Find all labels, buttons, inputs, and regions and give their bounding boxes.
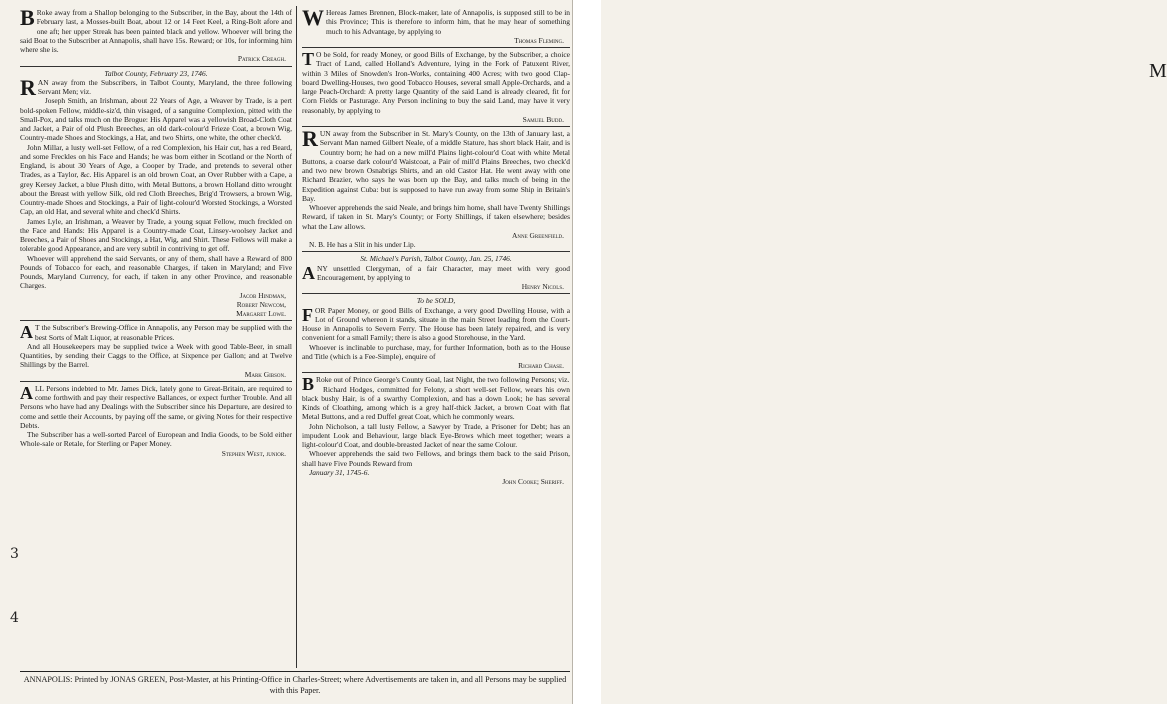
ad-paragraph: And all Housekeepers may be supplied twice a Week with good Table-Beer, in small Quantities, by sending their Caggs to the Office, at Sixpence per Gallon; and at Twelve Shillings by the Barrel. xyxy=(20,341,292,370)
divider xyxy=(302,47,570,48)
ad-paragraph: Whoever is inclinable to purchase, may, for further Information, both as to the House and Title (which is a Fee-Simple), enquire of xyxy=(302,342,570,361)
ad-body: Roke away from a Shallop belonging to the Subscriber, in the Bay, about the 14th of February last, a Mosses-built Boat, about 12 or 14 Feet Keel, a Ring-Bolt afore and one aft; her upper Streak has been painted black and yellow. Whoever will bring the said Boat to the Subscriber at Annapolis, shall have 15s. Reward; or 10s, for informing him where she is. xyxy=(20,8,292,54)
ad-signature: Patrick Creagh. xyxy=(237,54,286,64)
ad-james-brennen xyxy=(302,5,570,45)
drop-cap: B xyxy=(20,5,35,30)
divider xyxy=(302,126,570,127)
drop-cap: A xyxy=(20,322,33,343)
divider xyxy=(302,372,570,373)
ad-body: Hereas James Brennen, Block-maker, late of Annapolis, is supposed still to be in this Province; This is therefore to inform him, that he may hear of something much to his Advantage, by applying to xyxy=(326,8,570,36)
ad-heading: To be SOLD, xyxy=(416,296,456,306)
ad-paragraph: OR Paper Money, or good Bills of Exchange, a very good Dwelling House, with a Lot of Ground whereon it stands, situate in the main Street leading from the Court-House in Annapolis to Severn Ferry. The House has been lately repaired, and is very convenient for a small Family; there is also a good Storehouse, in the Yard. xyxy=(302,305,570,343)
ad-body: O be Sold, for ready Money, or good Bills of Exchange, by the Subscriber, a choice Tract of Land, called Holland's Adventure, lying in the Fork of Patuxent River, within 3 Miles of Snowden's Iron-Works, containing 400 Acres; with two good Clap-board Dwelling-Houses, two good Tobacco Houses, several small Apple-Orchards, and a large Peach-Orchard: A pretty large Quantity of the said Land is already cleared, fit for Corn Fields or Pasturage. Any Person inclining to buy the said Land, may have it very reasonably, by applying to xyxy=(302,50,570,115)
margin-mark: 3 xyxy=(10,546,19,562)
ad-paragraph: James Lyle, an Irishman, a Weaver by Trade, a young squat Fellow, much freckled on the Face and Hands: His Apparel is a Country-made Coat, Linsey-woolsey Jacket and Breeches, a Pair of Shoes and Stockings, a Hat, Wig, and Shirt. These Fellows will make a tolerable good Appearance, and are very subtil in contriving to get off. xyxy=(20,216,292,254)
ad-signature: Samuel Budd. xyxy=(522,114,564,124)
ad-intro: AN away from the Subscribers, in Talbot County, Maryland, the three following Servant Men; viz. xyxy=(37,77,292,96)
ad-paragraph: John Millar, a lusty well-set Fellow, of a red Complexion, his Hair cut, has a red Beard, and some Freckles on his Face and Hands; he was born either in Scotland or the North of England, is about 30 Years of Age, a Cooper by Trade, and pretends to several other Trades, as a Taylor, &c. His Apparel is an old brown Coat, an Over Rubber with a Cape, a grey Kersey Jacket, a blue Plush ditto, with Metal Buttons, a brown Holland ditto wrought about the Breast with yellow Silk, old red Cloth Breeches, Brig'd Trowsers, a brown Wig, Country-made Shoes and Stockings, a Pair of light-colour'd Worsted Stockings, a Worsted Cap, an old Hat, and several white and check'd Shirts. xyxy=(20,142,292,217)
drop-cap: F xyxy=(302,304,313,325)
ad-signature: Richard Chase. xyxy=(518,361,564,370)
ad-paragraph: UN away from the Subscriber in St. Mary's County, on the 13th of January last, a Servant Man named Gilbert Neale, of a middle Stature, has short black Hair, and is Country born; he had on a new mill'd Plains light-colour'd Coat with white Metal Buttons, a coarse dark colour'd Waistcoat, a Pair of mill'd Plains Breeches, two check'd and two new brown Osnabrigs Shirts, and an old Castor Hat. He went away with one Richard Brazier, who says he was born up the Bay, and talks much of being in the Expedition against Cuba: but is supposed to have run away from some Ship in Britain's Bay. xyxy=(302,129,570,203)
ad-land-for-sale xyxy=(302,50,570,124)
ad-signature: John Cooke; Sheriff. xyxy=(502,477,564,486)
imprint-footer: ANNAPOLIS: Printed by JONAS GREEN, Post-Master, at his Printing-Office in Charles-Street; where Advertisements are taken in, and all Persons may be supplied with this Paper. xyxy=(20,671,570,696)
ad-signature: Thomas Fleming. xyxy=(514,35,564,45)
ad-paragraph: Whoever apprehends the said two Fellows, and brings them back to the said Prison, shall have Five Pounds Reward from xyxy=(302,449,570,468)
ad-signature: Henry Nicols. xyxy=(521,282,564,291)
ad-runaway-servants xyxy=(20,69,292,319)
ad-james-dick-debts xyxy=(20,384,292,458)
left-column xyxy=(20,5,292,668)
ad-paragraph: Richard Hodges, committed for Felony, a short well-set Fellow, wears his own black bushy Hair, is of a swarthy Complexion, and has a down Look; he has several Kinds of Cloathing, among which is a grey half-thick Jacket, a brown Coat with flat Metal Buttons, and a red Duffel great Coat, which he commonly wears. xyxy=(302,384,570,422)
column-divider xyxy=(296,6,297,668)
ad-signature: Jacob Hindman, xyxy=(239,290,286,300)
ad-paragraph: T the Subscriber's Brewing-Office in Annapolis, any Person may be supplied with the best Sorts of Malt Liquor, at reasonable Prices. xyxy=(35,323,292,342)
ad-body: NY unsettled Clergyman, of a fair Character, may meet with very good Encouragement, by applying to xyxy=(317,263,570,282)
ad-note: N. B. He has a Slit in his under Lip. xyxy=(309,240,416,249)
drop-cap: R xyxy=(302,126,318,151)
drop-cap: R xyxy=(20,74,36,100)
drop-cap: A xyxy=(302,262,315,283)
ad-brewing-office xyxy=(20,323,292,379)
divider xyxy=(302,293,570,294)
adjacent-page-letter: M xyxy=(1149,60,1167,82)
ad-paragraph: Joseph Smith, an Irishman, about 22 Years of Age, a Weaver by Trade, is a pert bold-spoken Fellow, middle-siz'd, thin visaged, of a sanguine Complexion, pitted with the Small-Pox, and talks much on the Brogue: His Apparel was a yellowish Broad-Cloth Coat and Jacket, a Pair of old Plush Breeches, an old dark-colour'd Frieze Coat, a brown Wig, Country-made Shoes and Stockings, a Hat, and two Shirts, one white, the other check'd. xyxy=(20,96,292,143)
margin-mark: 4 xyxy=(10,610,19,626)
ad-date: January 31, 1745-6. xyxy=(309,467,370,477)
ad-placeline: Talbot County, February 23, 1746. xyxy=(104,68,208,78)
drop-cap: B xyxy=(302,374,315,395)
divider xyxy=(302,251,570,252)
drop-cap: W xyxy=(302,5,324,30)
ad-paragraph: John Nicholson, a tall lusty Fellow, a Sawyer by Trade, a Prisoner for Debt; has an impudent Look and Behaviour, large black Eye-Brows which meet together; wears a light-colour'd Coat, and double-breasted Jacket of near the same Colour. xyxy=(302,421,570,449)
ad-paragraph: Whoever apprehends the said Neale, and brings him home, shall have Twenty Shillings Reward, if taken in St. Mary's County; or Forty Shillings, if taken elsewhere; besides what the Law allows. xyxy=(302,203,570,231)
adjacent-page-edge xyxy=(572,0,1167,704)
ad-house-for-sale xyxy=(302,296,570,370)
ad-placeline: St. Michael's Parish, Talbot County, Jan. 25, 1746. xyxy=(360,254,512,264)
divider xyxy=(20,381,292,382)
ad-paragraph: The Subscriber has a well-sorted Parcel of European and India Goods, to be Sold either Whole-sale or Retale, for Sterling or Paper Money. xyxy=(20,430,292,449)
ad-runaway-gilbert-neale xyxy=(302,126,570,249)
ad-paragraph: LL Persons indebted to Mr. James Dick, lately gone to Great-Britain, are required to come forthwith and pay their respective Ballances, or expect further Trouble. And all Persons who have had any Dealings with the Subscriber since his Departure, are desired to come and settle their Accounts, by paying off the same, or giving Notes for their respective Debts. xyxy=(20,383,292,430)
divider xyxy=(20,320,292,321)
ad-paragraph: Roke out of Prince George's County Goal, last Night, the two following Persons; viz. xyxy=(316,375,570,385)
ad-signature: Robert Newcom, xyxy=(236,299,286,309)
divider xyxy=(20,66,292,67)
right-column xyxy=(302,5,570,668)
ad-shallop-boat xyxy=(20,5,292,64)
ad-goal-escape xyxy=(302,375,570,486)
drop-cap: T xyxy=(302,49,315,69)
ad-signature: Anne Greenfield. xyxy=(512,230,564,240)
ad-paragraph: Whoever will apprehend the said Servants, or any of them, shall have a Reward of 800 Pounds of Tobacco for each, and reasonable Charges, if taken in Maryland; and Five Pounds, Maryland Currency, for each, if taken in any other Province, and reasonable Charges. xyxy=(20,253,292,291)
drop-cap: A xyxy=(20,382,33,403)
ad-signature: Stephen West, junior. xyxy=(221,448,286,458)
ad-clergyman xyxy=(302,254,570,291)
ad-signature: Margaret Lowe. xyxy=(236,309,286,318)
ad-signature: Mark Gibson. xyxy=(244,369,286,379)
